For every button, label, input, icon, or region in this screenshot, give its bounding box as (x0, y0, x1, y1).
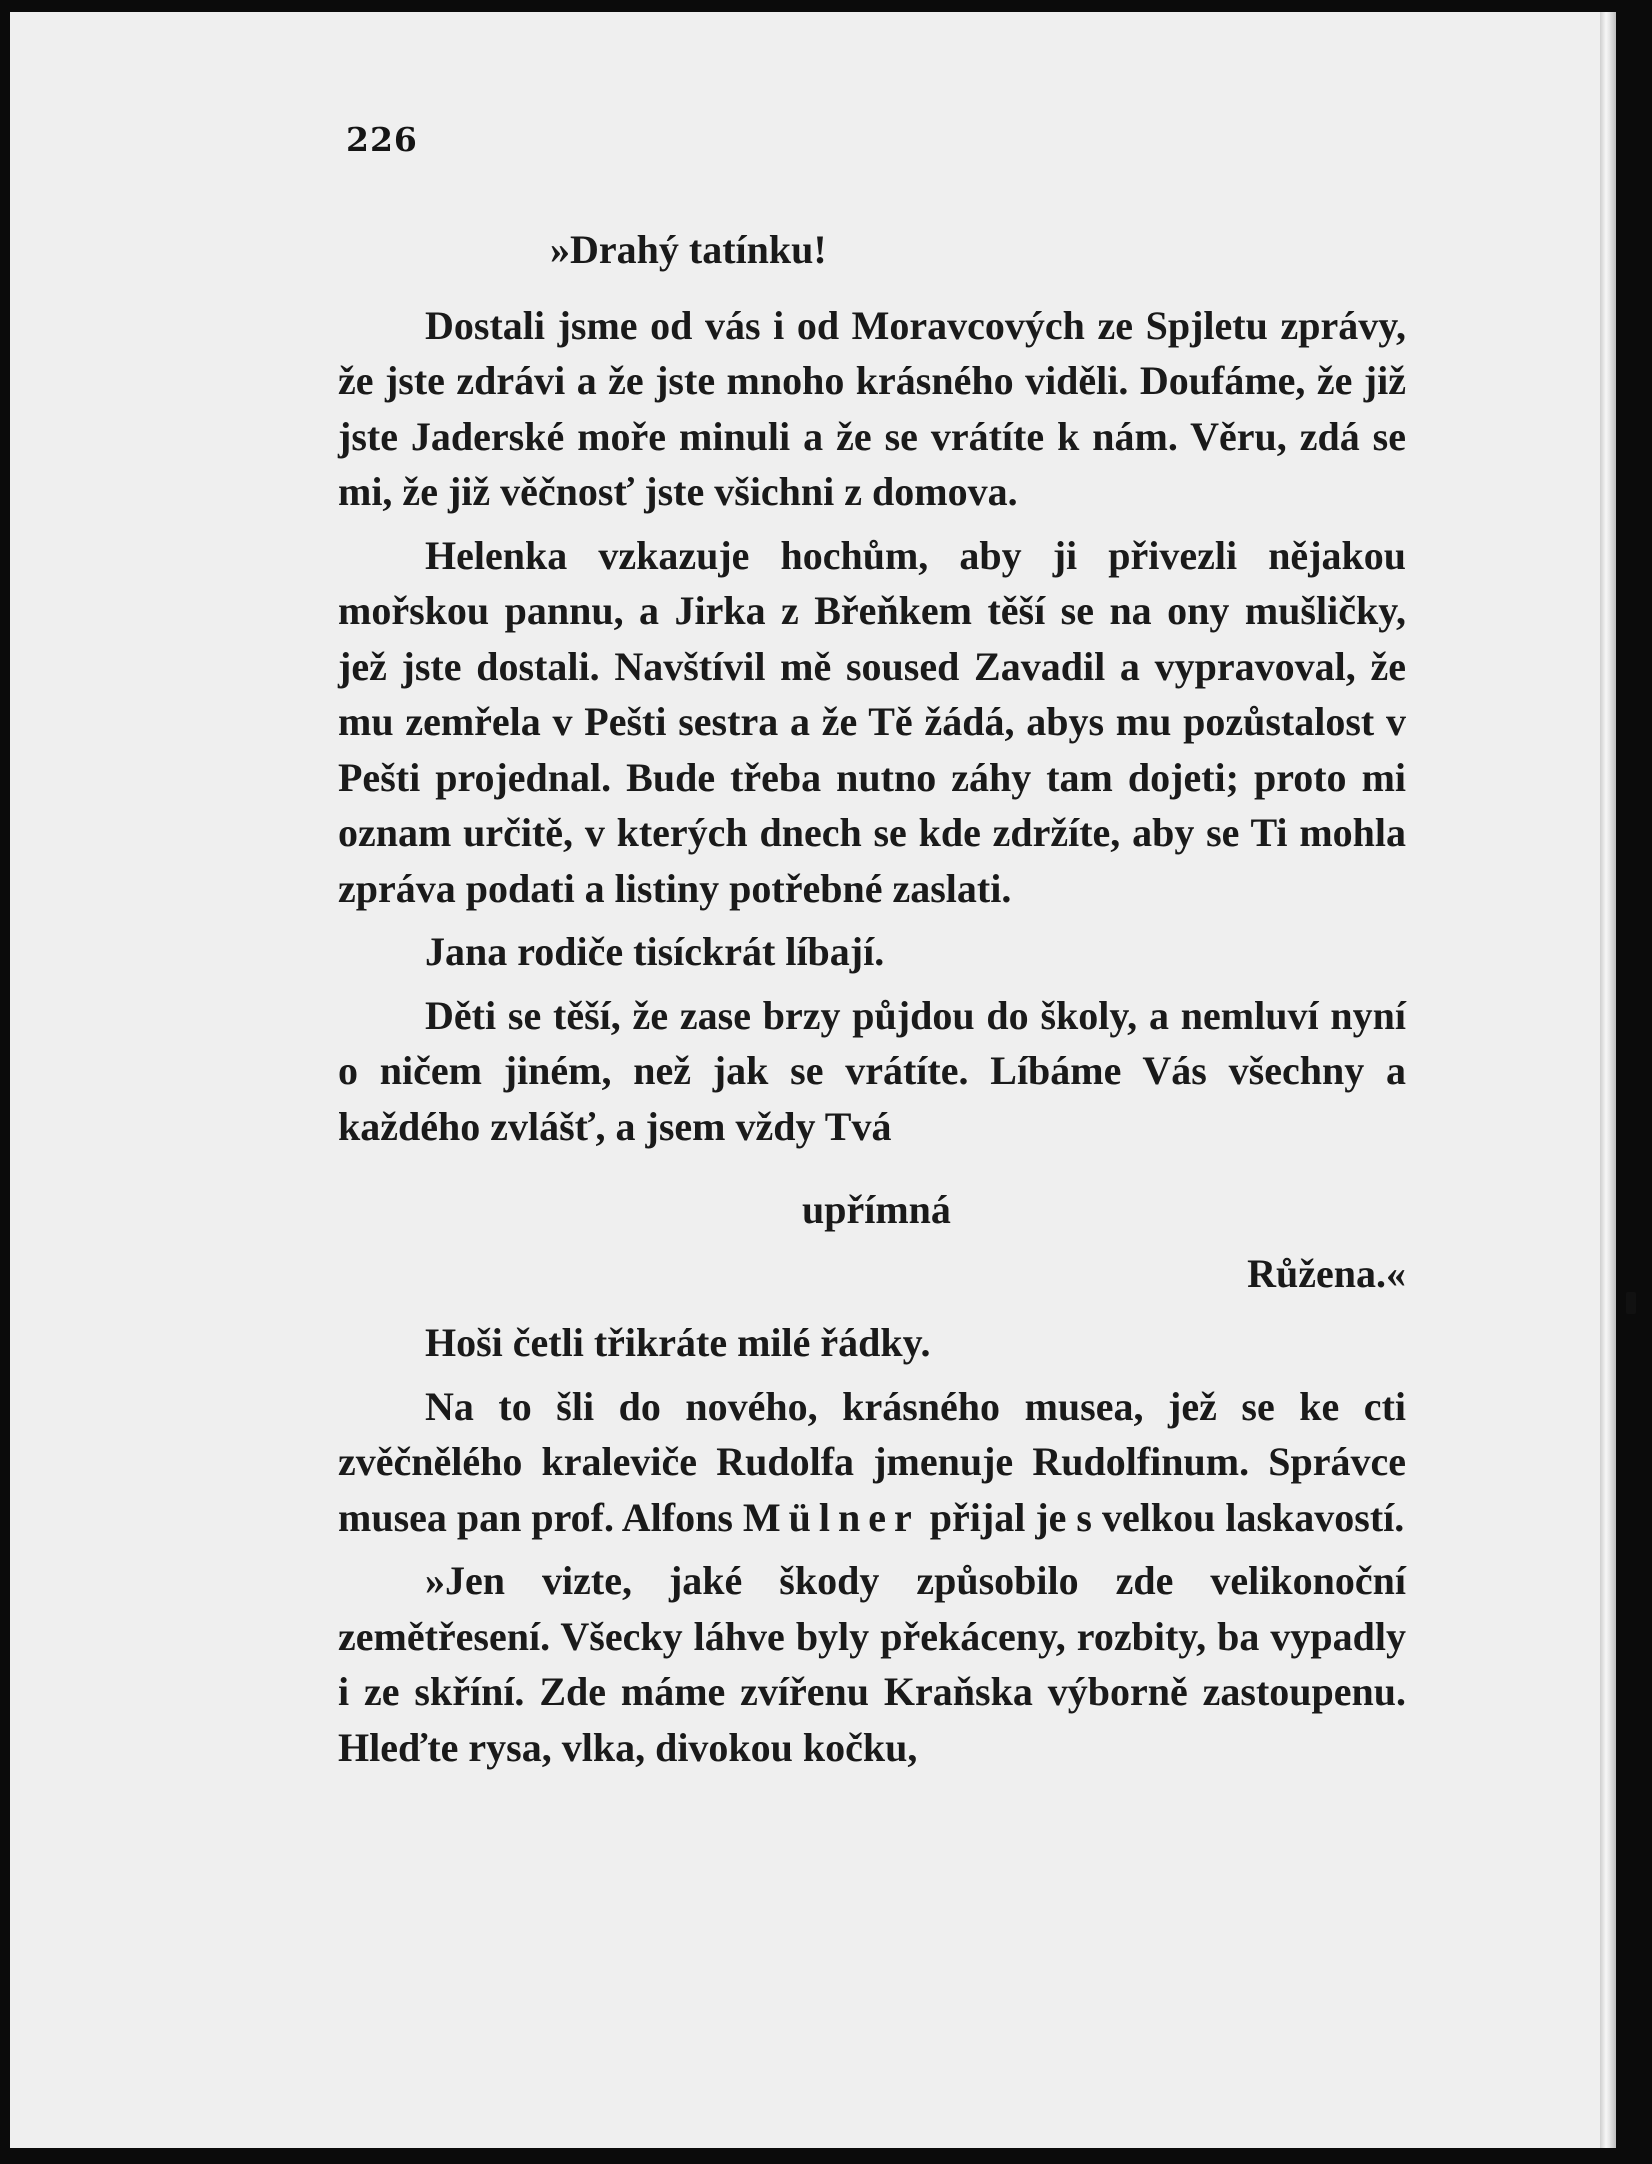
page-number: 226 (346, 120, 418, 159)
letter-greeting: »Drahý tatínku! (550, 227, 827, 272)
letter-paragraph-1: Dostali jsme od vás i od Moravcových ze Spjletu zprávy, že jste zdrávi a že jste mnoho krásného viděli. Doufáme, že již jste Jaderské moře minuli a že se vrátíte k nám. Věru, zdá se mi, že již věčnosť jste všichni z domova. (338, 302, 1406, 514)
narrative-paragraph-2 (338, 1379, 1406, 1546)
person-name-spaced: Mülner (742, 1494, 920, 1540)
letter-signature: Růžena.« (1247, 1250, 1406, 1296)
letter-paragraph-2: Helenka vzkazuje hochům, aby ji přivezli nějakou mořskou pannu, a Jirka z Břeňkem těší se na ony mušličky, jež jste dostali. Navštívil mě soused Zavadil a vypravoval, že mu zemřela v Pešti sestra a že Tě žádá, abys mu pozůstalost v Pešti projednal. Bude třeba nutno záhy tam dojeti; proto mi oznam určitě, v kterých dnech se kde zdržíte, aby se Ti mohla zpráva podati a listiny potřebné zaslati. (338, 532, 1406, 911)
page-spine-edge (1600, 12, 1616, 2148)
narrative-paragraph-3: »Jen vizte, jaké škody způsobilo zde velikonoční zemětřesení. Všecky láhve byly překáceny, rozbity, ba vypadly i ze skříní. Zde máme zvířenu Kraňska výborně zastoupenu. Hleďte rysa, vlka, divokou kočku, (338, 1558, 1406, 1770)
letter-closing: upřímná (802, 1187, 951, 1232)
body-text (338, 222, 1406, 1775)
narrative-paragraph-1: Hoši četli třikráte milé řádky. (425, 1320, 931, 1365)
scan-edge-mark (1626, 1292, 1636, 1314)
letter-paragraph-4: Děti se těší, že zase brzy půjdou do školy, a nemluví nyní o ničem jiném, než jak se vrátíte. Líbáme Vás všechny a každého zvlášť, a jsem vždy Tvá (338, 992, 1406, 1149)
book-page (10, 12, 1616, 2148)
narrative-paragraph-2-end: přijal je s velkou laskavostí. (919, 1494, 1405, 1540)
narrative-paragraph-2-start: Na to šli do nového, krásného musea, jež se ke cti zvěčnělého kraleviče Rudolfa jmenuje Rudolfinum. Správce musea pan prof. Alfons (338, 1383, 1406, 1540)
letter-paragraph-3: Jana rodiče tisíckrát líbají. (425, 929, 885, 974)
